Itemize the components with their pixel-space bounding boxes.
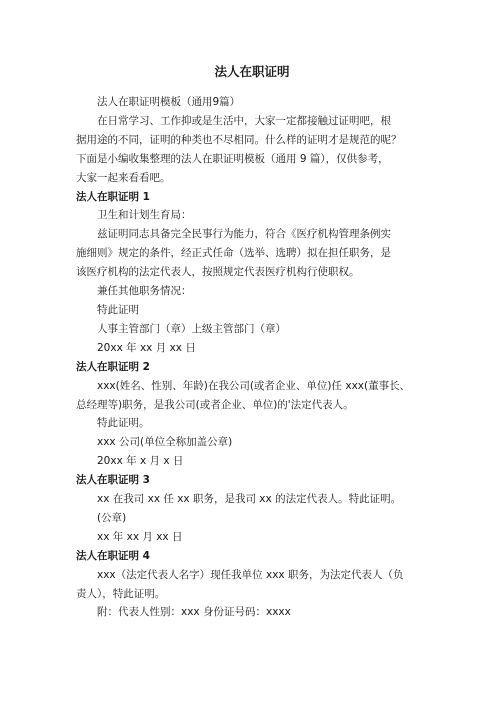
paragraph-line: 下面是小编收集整理的法人在职证明模板（通用 9 篇），仅供参考，	[76, 152, 389, 165]
paragraph-line: 责人），特此证明。	[76, 587, 166, 600]
paragraph-line: xx 年 xx 月 xx 日	[97, 530, 183, 543]
section-heading: 法人在职证明 3	[76, 474, 150, 487]
paragraph-line: 卫生和计划生育局：	[97, 209, 192, 222]
document-body	[76, 93, 428, 622]
paragraph-line: 兼任其他职务情况：	[97, 285, 192, 298]
paragraph-line: 人事主管部门（章）上级主管部门（章）	[97, 322, 286, 335]
paragraph-line: 特此证明	[97, 303, 139, 316]
paragraph-line: 该医疗机构的法定代表人，按照规定代表医疗机构行使职权。	[76, 266, 360, 279]
paragraph-line: xx 在我司 xx 任 xx 职务，是我司 xx 的法定代表人。特此证明。	[97, 493, 402, 506]
section-heading: 法人在职证明 1	[76, 190, 150, 203]
paragraph-line: 20xx 年 xx 月 xx 日	[97, 341, 196, 354]
document-title: 法人在职证明	[214, 64, 290, 79]
paragraph-line: 在日常学习、工作抑或是生活中，大家一定都接触过证明吧，根	[97, 114, 391, 127]
paragraph-line: xxx（法定代表人名字）现任我单位 xxx 职务，为法定代表人（负	[97, 568, 404, 581]
paragraph-line: 兹证明同志具备完全民事行为能力，符合《医疗机构管理条例实	[97, 228, 391, 241]
paragraph-line: 附：代表人性别：xxx 身份证号码：xxxx	[97, 606, 291, 619]
paragraph-line: xxx 公司(单位全称加盖公章)	[97, 436, 233, 449]
paragraph-line: 总经理等)职务，是我公司(或者企业、单位)的'法定代表人。	[76, 398, 354, 411]
paragraph-line: 大家一起来看看吧。	[76, 171, 171, 184]
paragraph-line: 法人在职证明模板（通用9篇）	[97, 96, 241, 108]
paragraph-line: 20xx 年 x 月 x 日	[97, 455, 184, 468]
paragraph-line: 施细则》规定的条件，经正式任命（选举、选聘）拟在担任职务，是	[76, 247, 391, 260]
section-heading: 法人在职证明 2	[76, 360, 150, 373]
section-heading: 法人在职证明 4	[76, 549, 150, 562]
paragraph-line: xxx(姓名、性别、年龄)在我公司(或者企业、单位)任 xxx(董事长、	[97, 379, 411, 392]
paragraph-line: 据用途的不同，证明的种类也不尽相同。什么样的证明才是规范的呢？	[76, 133, 402, 146]
paragraph-line: 特此证明。	[97, 417, 150, 430]
paragraph-line: (公章)	[97, 511, 127, 524]
